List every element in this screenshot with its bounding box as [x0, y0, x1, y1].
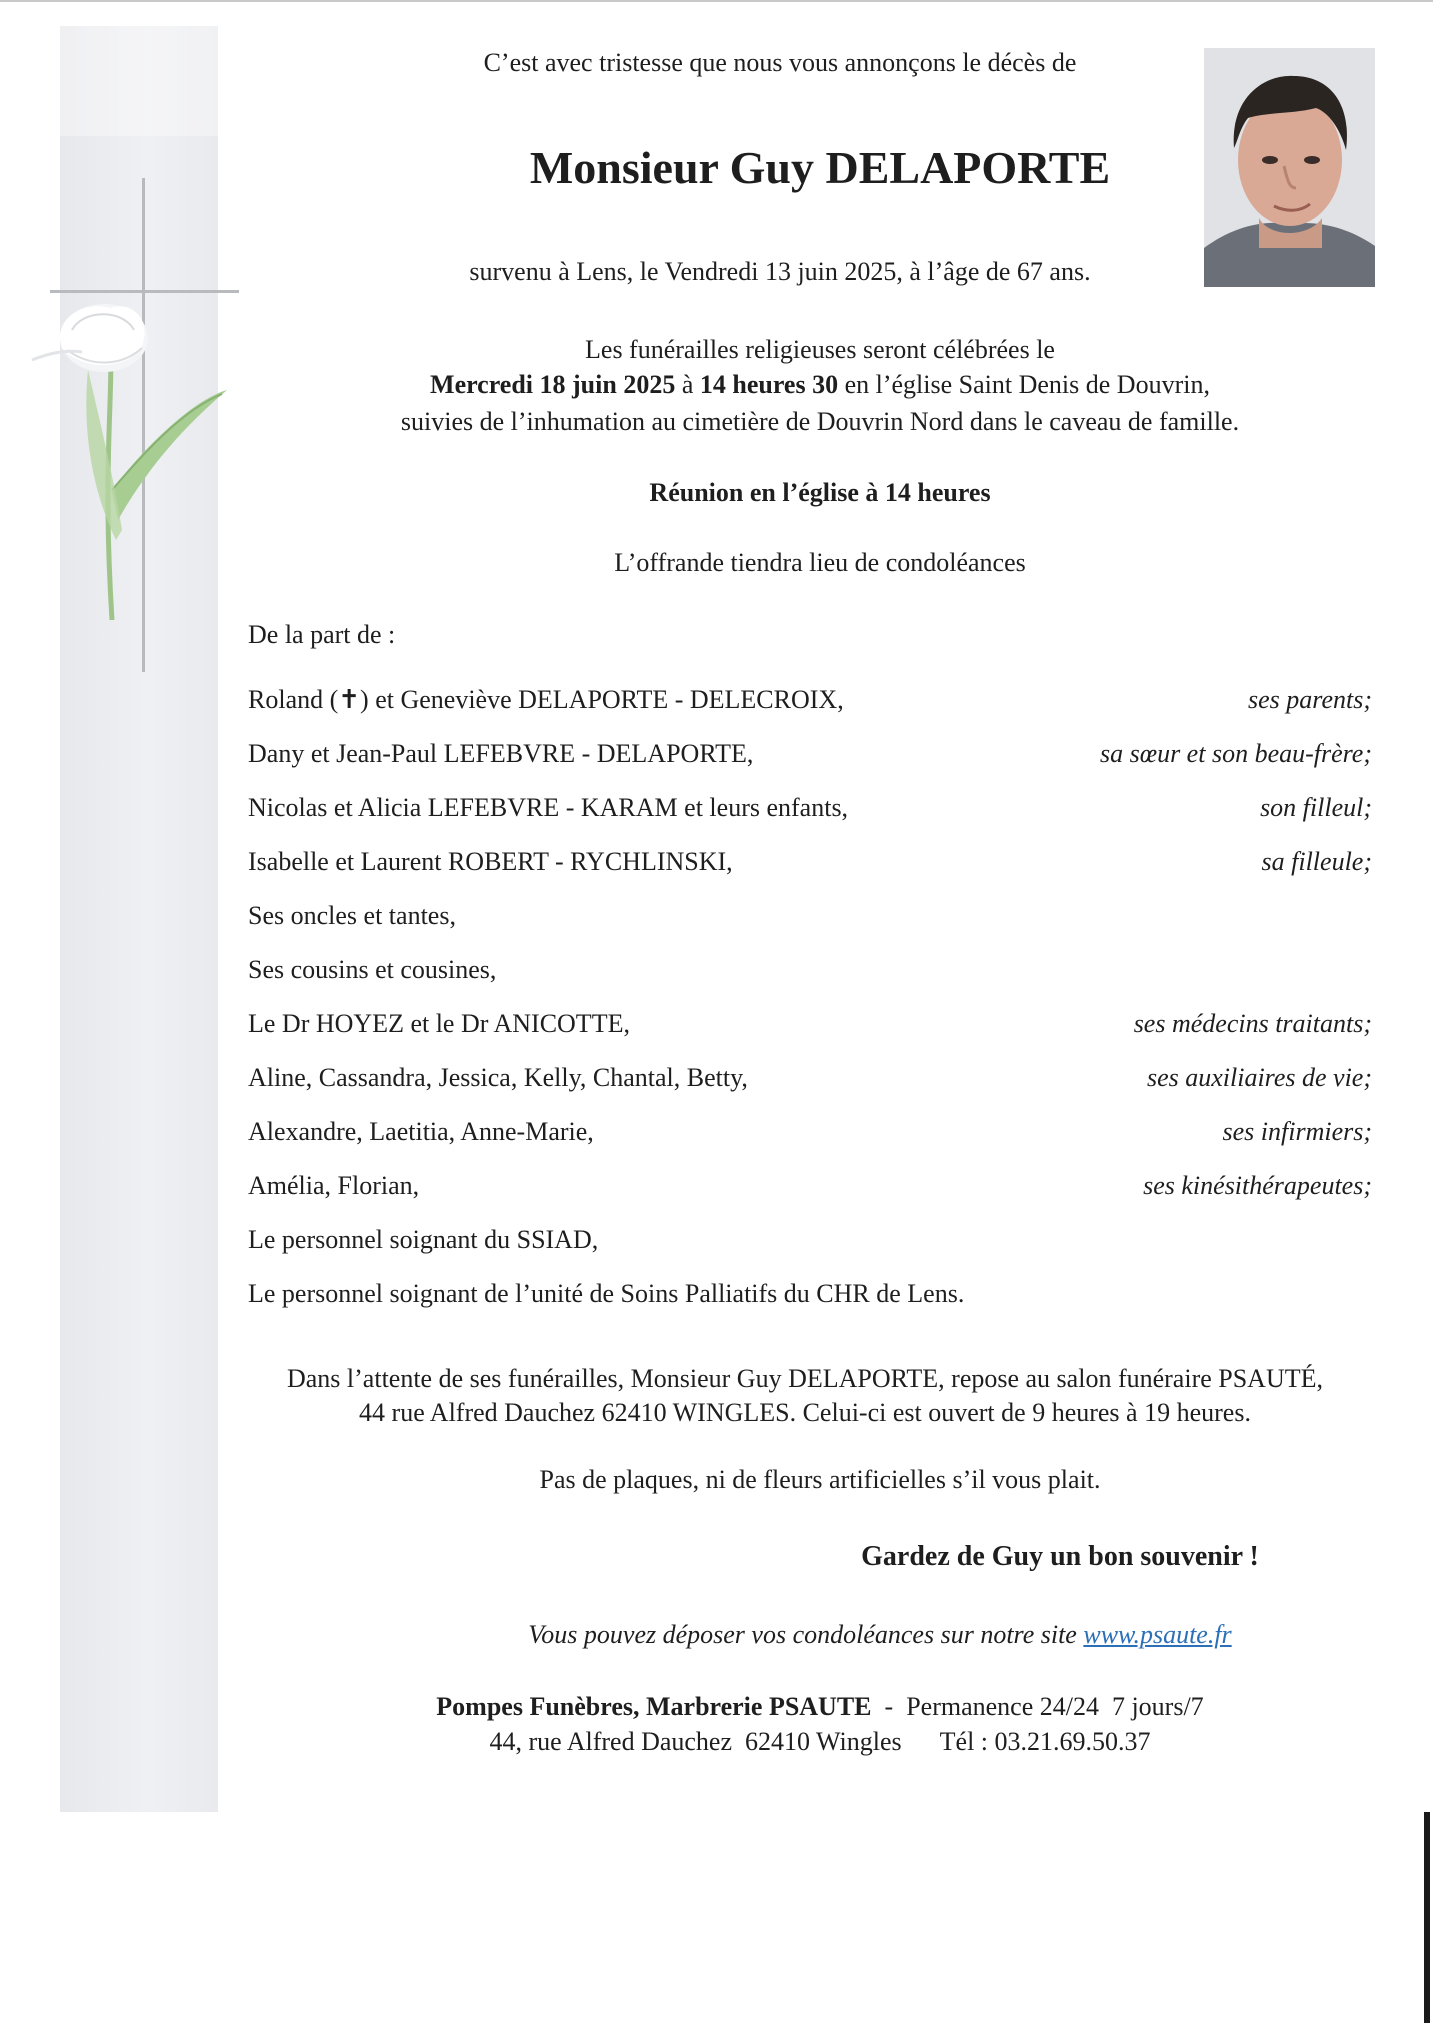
- gardez-text: Gardez de Guy un bon souvenir !: [861, 1541, 1259, 1572]
- footer-address: 44, rue Alfred Dauchez 62410 Wingles: [489, 1727, 902, 1756]
- footer-phone: Tél : 03.21.69.50.37: [939, 1727, 1151, 1756]
- funeral-line-2: [300, 368, 1340, 402]
- funeral-line-3: suivies de l’inhumation au cimetière de Douvrin Nord dans le caveau de famille.: [400, 407, 1240, 436]
- condoleances-text: Vous pouvez déposer vos condoléances sur notre site: [528, 1620, 1084, 1649]
- death-details: survenu à Lens, le Vendredi 13 juin 2025, à l’âge de 67 ans.: [469, 257, 1091, 286]
- footer-permanence: - Permanence 24/24 7 jours/7: [871, 1692, 1204, 1721]
- family-name: Le personnel soignant de l’unité de Soins Palliatifs du CHR de Lens.: [248, 1279, 965, 1308]
- family-relation: ses kinésithérapeutes;: [1143, 1171, 1372, 1200]
- family-name: Isabelle et Laurent ROBERT - RYCHLINSKI,: [248, 847, 733, 876]
- funeral-date: Mercredi 18 juin 2025: [430, 370, 676, 399]
- footer-company: Pompes Funèbres, Marbrerie PSAUTE: [436, 1692, 872, 1721]
- funeral-joiner: à: [675, 370, 700, 399]
- family-name: Alexandre, Laetitia, Anne-Marie,: [248, 1117, 594, 1146]
- footer-line-2: [300, 1725, 1340, 1759]
- family-relation: son filleul;: [1260, 793, 1372, 822]
- family-name: Aline, Cassandra, Jessica, Kelly, Chantal, Betty,: [248, 1063, 748, 1092]
- family-name: Amélia, Florian,: [248, 1171, 420, 1200]
- deceased-name: Monsieur Guy DELAPORTE: [529, 142, 1111, 193]
- family-name: Nicolas et Alicia LEFEBVRE - KARAM et leurs enfants,: [248, 793, 849, 822]
- footer-line-1: [300, 1690, 1340, 1724]
- family-name: Ses oncles et tantes,: [248, 901, 456, 930]
- family-name: Roland (✝) et Geneviève DELAPORTE - DELECROIX,: [248, 685, 844, 714]
- family-relation: ses infirmiers;: [1222, 1117, 1372, 1146]
- intro-text: C’est avec tristesse que nous vous annonçons le décès de: [483, 48, 1077, 77]
- top-border: [0, 0, 1433, 2]
- funeral-time: 14 heures 30: [699, 370, 839, 399]
- family-relation: sa filleule;: [1261, 847, 1372, 876]
- de-la-part-label: De la part de :: [248, 620, 396, 649]
- family-relation: sa sœur et son beau-frère;: [1099, 739, 1372, 768]
- condoleances-line: [420, 1618, 1340, 1652]
- family-name: Le Dr HOYEZ et le Dr ANICOTTE,: [248, 1009, 630, 1038]
- attente-line-2: 44 rue Alfred Dauchez 62410 WINGLES. Celui-ci est ouvert de 9 heures à 19 heures.: [359, 1398, 1251, 1427]
- reunion-text: Réunion en l’église à 14 heures: [649, 478, 991, 507]
- family-name: Le personnel soignant du SSIAD,: [248, 1225, 599, 1254]
- side-band-highlight: [60, 26, 218, 136]
- family-name: Dany et Jean-Paul LEFEBVRE - DELAPORTE,: [248, 739, 754, 768]
- attente-line-1: Dans l’attente de ses funérailles, Monsieur Guy DELAPORTE, repose au salon funéraire PSAUTÉ,: [286, 1364, 1323, 1393]
- family-relation: ses médecins traitants;: [1133, 1009, 1372, 1038]
- funeral-line-1: Les funérailles religieuses seront célébrées le: [585, 335, 1055, 364]
- family-relation: ses parents;: [1248, 685, 1372, 714]
- plaques-text: Pas de plaques, ni de fleurs artificielles s’il vous plait.: [539, 1465, 1101, 1494]
- psaute-website-link[interactable]: www.psaute.fr: [1083, 1620, 1232, 1649]
- funeral-location: en l’église Saint Denis de Douvrin,: [838, 370, 1210, 399]
- family-name: Ses cousins et cousines,: [248, 955, 497, 984]
- scan-edge-mark: [1424, 1812, 1430, 2023]
- family-relation: ses auxiliaires de vie;: [1146, 1063, 1372, 1092]
- offrande-text: L’offrande tiendra lieu de condoléances: [614, 548, 1026, 577]
- tulip-icon: [22, 290, 232, 650]
